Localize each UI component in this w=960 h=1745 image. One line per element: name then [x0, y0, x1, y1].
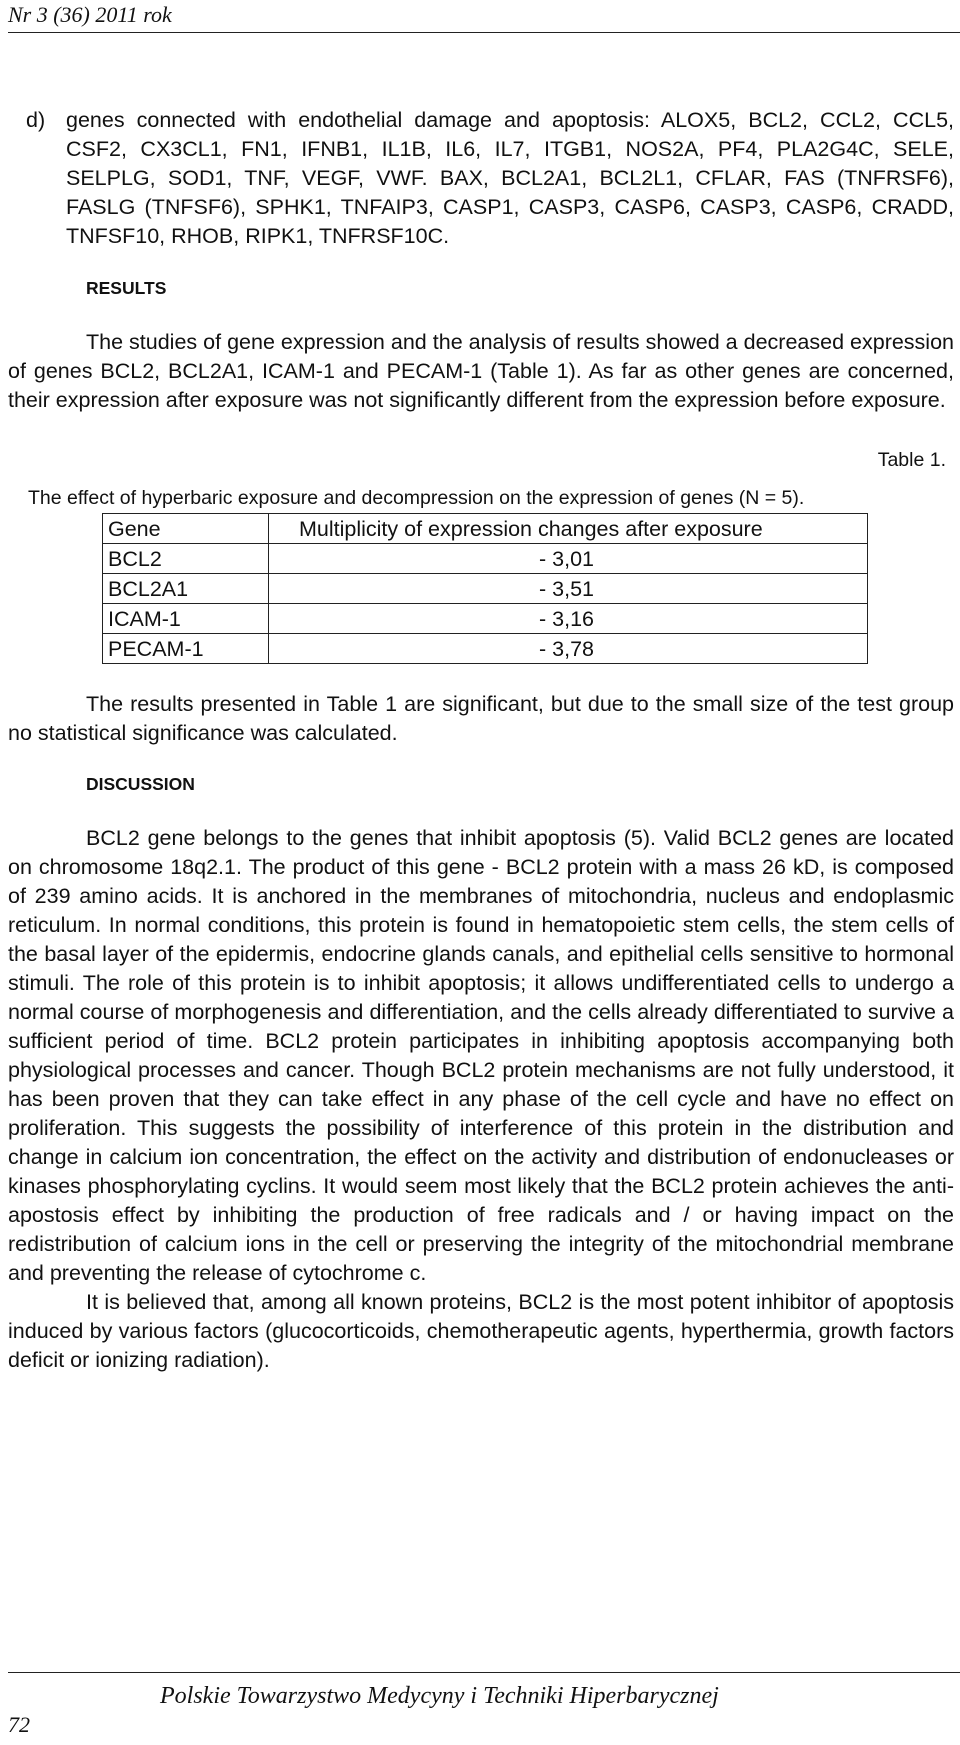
table-header-gene: Gene: [103, 514, 269, 544]
table-row: [103, 544, 868, 574]
table-cell-gene: BCL2A1: [103, 574, 269, 604]
table-cell-value: - 3,01: [269, 544, 868, 574]
gene-list-item-d: [8, 106, 954, 251]
table-title: The effect of hyperbaric exposure and decompression on the expression of genes (N = 5).: [28, 487, 805, 509]
discussion-heading: DISCUSSION: [86, 774, 195, 794]
table-significance-paragraph: The results presented in Table 1 are significant, but due to the small size of the test group no statistical significance was calculated.: [8, 692, 954, 745]
results-paragraph: The studies of gene expression and the analysis of results showed a decreased expression of genes BCL2, BCL2A1, ICAM-1 and PECAM-1 (Table 1). As far as other genes are concerned, their expression after exposure was not significantly different from the expression before exposure.: [8, 330, 954, 412]
gene-expression-table: [102, 513, 868, 664]
list-marker: d): [26, 108, 46, 132]
discussion-paragraph-2: It is believed that, among all known proteins, BCL2 is the most potent inhibitor of apoptosis induced by various factors (glucocorticoids, chemotherapeutic agents, hyperthermia, growth factors deficit or ionizing radiation).: [8, 1290, 954, 1372]
results-heading: RESULTS: [86, 278, 167, 298]
journal-issue-header: Nr 3 (36) 2011 rok: [8, 2, 172, 27]
footer-rule: [8, 1672, 960, 1673]
table-header-value: Multiplicity of expression changes after exposure: [269, 514, 868, 544]
table-number: Table 1.: [877, 449, 946, 471]
table-cell-gene: PECAM-1: [103, 634, 269, 664]
table-row: [103, 574, 868, 604]
page-number: 72: [8, 1712, 30, 1737]
table-cell-gene: ICAM-1: [103, 604, 269, 634]
table-cell-gene: BCL2: [103, 544, 269, 574]
list-text: genes connected with endothelial damage and apoptosis: ALOX5, BCL2, CCL2, CCL5, CSF2, CX3CL1, FN1, IFNB1, IL1B, IL6, IL7, ITGB1, NOS2A, PF4, PLA2G4C, SELE, SELPLG, SOD1, TNF, VEGF, VWF. BAX, BCL2A1, BCL2L1, CFLAR, FAS (TNFRSF6), FASLG (TNFSF6), SPHK1, TNFAIP3, CASP1, CASP3, CASP6, CASP3, CASP6, CRADD, TNFSF10, RHOB, RIPK1, TNFRSF10C.: [66, 108, 954, 248]
article-body: [8, 106, 954, 1375]
table-header-row: [103, 514, 868, 544]
publisher-footer: Polskie Towarzystwo Medycyny i Techniki Hiperbarycznej: [160, 1683, 719, 1709]
header-rule: [8, 32, 960, 33]
table-cell-value: - 3,51: [269, 574, 868, 604]
table-row: [103, 634, 868, 664]
table-cell-value: - 3,16: [269, 604, 868, 634]
table-row: [103, 604, 868, 634]
discussion-paragraph-1: BCL2 gene belongs to the genes that inhibit apoptosis (5). Valid BCL2 genes are located on chromosome 18q2.1. The product of this gene - BCL2 protein with a mass 26 kD, is composed of 239 amino acids. It is anchored in the membranes of mitochondria, nucleus and endoplasmic reticulum. In normal conditions, this protein is found in hematopoietic stem cells, the stem cells of the basal layer of the epidermis, endocrine glands canals, and epithelial cells sensitive to hormonal stimuli. The role of this protein is to inhibit apoptosis; it allows undifferentiated cells to undergo a normal course of morphogenesis and differentiation, and the cells already differentiated to survive a sufficient period of time. BCL2 protein participates in inhibiting apoptosis accompanying both physiological processes and cancer. Though BCL2 protein mechanisms are not fully understood, it has been proven that they can take effect in any phase of the cell cycle and have no effect on proliferation. This suggests the possibility of interference of this protein in the distribution and change in calcium ion concentration, the effect on the activity and distribution of endonucleases or kinases phosphorylating cyclins. It would seem most likely that the BCL2 protein achieves the anti-apostosis effect by inhibiting the production of free radicals and / or having impact on the redistribution of calcium ions in the cell or preserving the integrity of the mitochondrial membrane and preventing the release of cytochrome c.: [8, 826, 954, 1285]
table-cell-value: - 3,78: [269, 634, 868, 664]
